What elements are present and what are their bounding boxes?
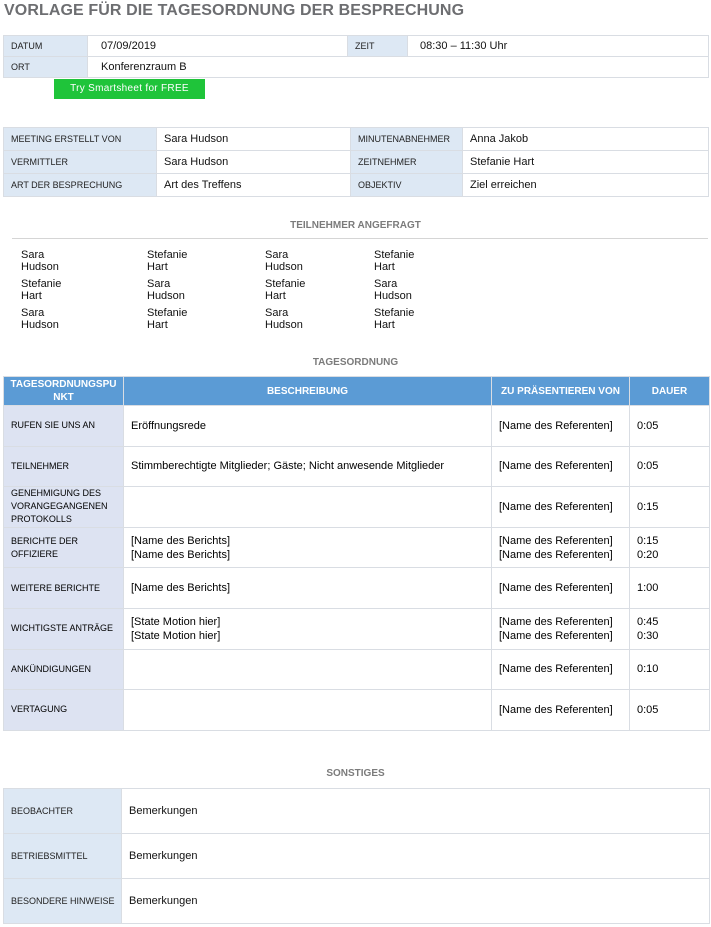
agenda-title: TAGESORDNUNG <box>312 357 399 368</box>
agenda-item: TEILNEHMER <box>4 446 124 487</box>
misc-table <box>3 788 710 924</box>
agenda-duration[interactable]: 0:10 <box>630 649 710 690</box>
agenda-description[interactable] <box>124 649 492 690</box>
meeting-type-value[interactable]: Art des Treffens <box>157 174 351 197</box>
page-title: VORLAGE FÜR DIE TAGESORDNUNG DER BESPRECHUNG <box>4 2 465 19</box>
date-value[interactable]: 07/09/2019 <box>88 36 348 57</box>
agenda-presenter[interactable]: [Name des Referenten] <box>492 487 630 528</box>
agenda-row <box>4 568 710 609</box>
agenda-item: ANKÜNDIGUNGEN <box>4 649 124 690</box>
attendees-divider <box>12 238 708 239</box>
misc-title: SONSTIGES <box>326 768 385 779</box>
agenda-presenter[interactable]: [Name des Referenten] [Name des Referenten] <box>492 608 630 649</box>
agenda-row <box>4 608 710 649</box>
agenda-duration[interactable]: 0:05 <box>630 446 710 487</box>
agenda-row <box>4 649 710 690</box>
attendee-name[interactable]: Stefanie Hart <box>147 307 188 331</box>
attendees-title: TEILNEHMER ANGEFRAGT <box>290 220 421 231</box>
agenda-row <box>4 690 710 731</box>
observer-label: BEOBACHTER <box>4 789 122 834</box>
objective-label: OBJEKTIV <box>351 174 463 197</box>
attendee-name[interactable]: Stefanie Hart <box>21 278 62 302</box>
attendee-name[interactable]: Sara Hudson <box>147 278 185 302</box>
special-notes[interactable]: Bemerkungen <box>122 879 710 924</box>
agenda-col-duration[interactable]: DAUER <box>630 377 710 406</box>
agenda-table <box>3 376 710 731</box>
time-value[interactable]: 08:30 – 11:30 Uhr <box>408 36 709 57</box>
created-by-label: MEETING ERSTELLT VON <box>4 128 157 151</box>
meeting-info-table <box>3 127 709 197</box>
place-label: ORT <box>4 57 88 78</box>
created-by-value[interactable]: Sara Hudson <box>157 128 351 151</box>
agenda-col-presenter[interactable]: ZU PRÄSENTIEREN VON <box>492 377 630 406</box>
agenda-item: BERICHTE DER OFFIZIERE <box>4 527 124 568</box>
agenda-col-description[interactable]: BESCHREIBUNG <box>124 377 492 406</box>
agenda-presenter[interactable]: [Name des Referenten] <box>492 649 630 690</box>
agenda-duration[interactable]: 0:15 0:20 <box>630 527 710 568</box>
agenda-duration[interactable]: 1:00 <box>630 568 710 609</box>
agenda-duration[interactable]: 0:05 <box>630 690 710 731</box>
agenda-presenter[interactable]: [Name des Referenten] [Name des Referenten] <box>492 527 630 568</box>
agenda-row <box>4 406 710 447</box>
agenda-description[interactable]: Eröffnungsrede <box>124 406 492 447</box>
agenda-description[interactable] <box>124 690 492 731</box>
try-smartsheet-button[interactable]: Try Smartsheet for FREE <box>54 79 205 99</box>
attendee-name[interactable]: Stefanie Hart <box>265 278 306 302</box>
agenda-description[interactable]: Stimmberechtigte Mitglieder; Gäste; Nicht anwesende Mitglieder <box>124 446 492 487</box>
agenda-description[interactable]: [Name des Berichts] [Name des Berichts] <box>124 527 492 568</box>
minutes-label: MINUTENABNEHMER <box>351 128 463 151</box>
time-label: ZEIT <box>348 36 408 57</box>
agenda-duration[interactable]: 0:45 0:30 <box>630 608 710 649</box>
agenda-item: WEITERE BERICHTE <box>4 568 124 609</box>
date-label: DATUM <box>4 36 88 57</box>
resources-notes[interactable]: Bemerkungen <box>122 834 710 879</box>
agenda-item: GENEHMIGUNG DES VORANGEGANGENEN PROTOKOLLS <box>4 487 124 528</box>
place-value[interactable]: Konferenzraum B <box>88 57 709 78</box>
attendee-name[interactable]: Stefanie Hart <box>147 249 188 273</box>
attendee-name[interactable]: Sara Hudson <box>265 249 303 273</box>
attendee-name[interactable]: Sara Hudson <box>374 278 412 302</box>
agenda-item: RUFEN SIE UNS AN <box>4 406 124 447</box>
agenda-presenter[interactable]: [Name des Referenten] <box>492 568 630 609</box>
facilitator-label: VERMITTLER <box>4 151 157 174</box>
agenda-row <box>4 527 710 568</box>
header-table <box>3 35 709 78</box>
meeting-type-label: ART DER BESPRECHUNG <box>4 174 157 197</box>
attendee-name[interactable]: Sara Hudson <box>21 307 59 331</box>
attendee-name[interactable]: Sara Hudson <box>265 307 303 331</box>
agenda-description[interactable]: [State Motion hier] [State Motion hier] <box>124 608 492 649</box>
agenda-description[interactable] <box>124 487 492 528</box>
agenda-presenter[interactable]: [Name des Referenten] <box>492 690 630 731</box>
timekeeper-value[interactable]: Stefanie Hart <box>463 151 709 174</box>
special-notes-label: BESONDERE HINWEISE <box>4 879 122 924</box>
attendee-name[interactable]: Stefanie Hart <box>374 307 415 331</box>
agenda-col-item[interactable]: TAGESORDNUNGSPU NKT <box>4 377 124 406</box>
agenda-duration[interactable]: 0:15 <box>630 487 710 528</box>
minutes-value[interactable]: Anna Jakob <box>463 128 709 151</box>
observer-notes[interactable]: Bemerkungen <box>122 789 710 834</box>
agenda-description[interactable]: [Name des Berichts] <box>124 568 492 609</box>
agenda-presenter[interactable]: [Name des Referenten] <box>492 446 630 487</box>
facilitator-value[interactable]: Sara Hudson <box>157 151 351 174</box>
agenda-presenter[interactable]: [Name des Referenten] <box>492 406 630 447</box>
agenda-item: WICHTIGSTE ANTRÄGE <box>4 608 124 649</box>
attendee-name[interactable]: Stefanie Hart <box>374 249 415 273</box>
agenda-duration[interactable]: 0:05 <box>630 406 710 447</box>
attendee-name[interactable]: Sara Hudson <box>21 249 59 273</box>
agenda-row <box>4 446 710 487</box>
objective-value[interactable]: Ziel erreichen <box>463 174 709 197</box>
timekeeper-label: ZEITNEHMER <box>351 151 463 174</box>
agenda-item: VERTAGUNG <box>4 690 124 731</box>
resources-label: BETRIEBSMITTEL <box>4 834 122 879</box>
agenda-row <box>4 487 710 528</box>
